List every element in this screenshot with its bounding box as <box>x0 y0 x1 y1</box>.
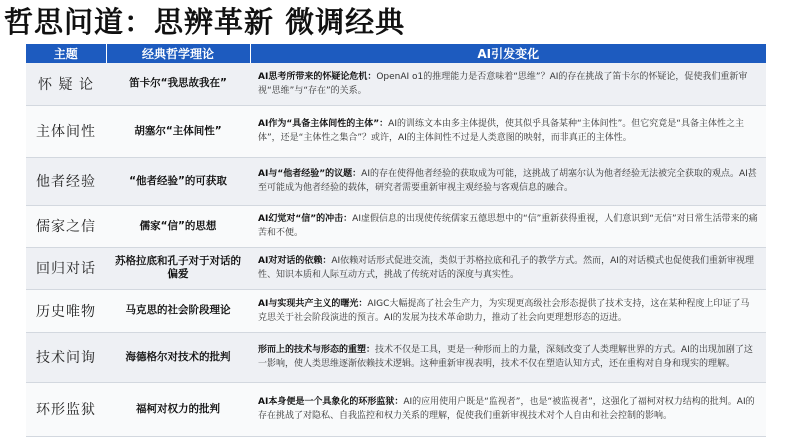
row-ai-change <box>250 382 766 436</box>
header-ai-change: AI引发变化 <box>250 44 766 63</box>
row-classic-theory: 胡塞尔“主体间性” <box>106 105 250 157</box>
row-change-lead: AI作为“具备主体间性的主体”： <box>258 119 389 129</box>
row-ai-change <box>250 332 766 382</box>
row-classic-theory: 苏格拉底和孔子对于对话的偏爱 <box>106 247 250 289</box>
table-header-row <box>26 44 766 63</box>
table-row <box>26 63 766 105</box>
row-change-text: AI虚假信息的出现使传统儒家五德思想中的“信”重新获得重视，人们意识到“无信”对日常生活带来的痛苦和不便。 <box>258 214 758 238</box>
row-classic-theory: 马克思的社会阶段理论 <box>106 289 250 332</box>
row-ai-change <box>250 247 766 289</box>
row-change-lead: AI思考所带来的怀疑论危机： <box>258 71 377 82</box>
row-topic: 环形监狱 <box>26 382 106 436</box>
table-row <box>26 205 766 247</box>
row-topic: 回归对话 <box>26 247 106 289</box>
table-row <box>26 289 766 332</box>
row-change-text: AIGC大幅提高了社会生产力，为实现更高级社会形态提供了技术支持，这在某种程度上印证了马克思关于社会阶段演进的预言。AI的发展为技术革命助力，推动了社会向更理想形态的迈进。 <box>258 298 750 323</box>
row-topic: 怀 疑 论 <box>26 63 106 105</box>
row-classic-theory: “他者经验”的可获取 <box>106 157 250 205</box>
row-change-text: 技术不仅是工具，更是一种形而上的力量，深刻改变了人类理解世界的方式。AI的出现加剧了这一影响，使人类思维逐渐依赖技术逻辑。这种重新审视表明，技术不仅在塑造认知方式，还在重构对自身和现实的理解。 <box>258 345 753 369</box>
row-ai-change <box>250 205 766 247</box>
table-row <box>26 157 766 205</box>
philosophy-table <box>26 44 766 437</box>
row-ai-change <box>250 157 766 205</box>
row-change-text: AI的应用使用户既是“监视者”，也是“被监视者”，这强化了福柯对权力结构的批判。AI的存在挑战了对隐私、自我监控和权力关系的理解，促使我们重新审视技术对个人自由和社会控制的影响。 <box>258 397 755 421</box>
row-topic: 历史唯物 <box>26 289 106 332</box>
row-change-text: AI的训练文本由多主体提供，使其似乎具备某种“主体间性”。但它究竟是“具备主体性之主体”，还是“主体性之集合”？或许，AI的主体间性不过是人类意图的映射，而非真正的主体性。 <box>258 119 744 143</box>
row-change-lead: 形而上的技术与形态的重塑： <box>258 345 376 355</box>
row-change-text: AI依赖对话形式促进交流，类似于苏格拉底和孔子的教学方式。然而，AI的对话模式也促使我们重新审视理性、知识本质和人际互动方式，挑战了传统对话的深度与真实性。 <box>258 256 754 280</box>
table-row <box>26 332 766 382</box>
row-change-lead: AI对对话的依赖： <box>258 256 332 266</box>
row-topic: 他者经验 <box>26 157 106 205</box>
row-classic-theory: 儒家“信”的思想 <box>106 205 250 247</box>
row-classic-theory: 海德格尔对技术的批判 <box>106 332 250 382</box>
table-row <box>26 382 766 436</box>
row-ai-change <box>250 105 766 157</box>
row-classic-theory: 福柯对权力的批判 <box>106 382 250 436</box>
row-classic-theory: 笛卡尔“我思故我在” <box>106 63 250 105</box>
row-ai-change <box>250 63 766 105</box>
row-topic: 儒家之信 <box>26 205 106 247</box>
row-change-lead: AI本身便是一个具象化的环形监狱： <box>258 397 404 407</box>
row-change-text: AI的存在使得他者经验的获取成为可能，这挑战了胡塞尔认为他者经验无法被完全获取的观点。AI甚至可能成为他者经验的载体，研究者需要重新审视主观经验与客观信息的融合。 <box>258 169 757 193</box>
row-change-lead: AI与实现共产主义的曙光： <box>258 298 368 309</box>
table-row <box>26 247 766 289</box>
row-topic: 技术问询 <box>26 332 106 382</box>
table-row <box>26 105 766 157</box>
row-change-lead: AI与“他者经验”的议题： <box>258 169 362 179</box>
header-classic-theory: 经典哲学理论 <box>106 44 250 63</box>
row-change-text: OpenAI o1的推理能力是否意味着“思维”？AI的存在挑战了笛卡尔的怀疑论，促使我们重新审视“思维”与“存在”的关系。 <box>258 71 748 96</box>
row-ai-change <box>250 289 766 332</box>
header-topic: 主题 <box>26 44 106 63</box>
row-topic: 主体间性 <box>26 105 106 157</box>
row-change-lead: AI幻觉对“信”的冲击： <box>258 214 353 224</box>
page-title: 哲思问道：思辨革新 微调经典 <box>4 5 406 39</box>
